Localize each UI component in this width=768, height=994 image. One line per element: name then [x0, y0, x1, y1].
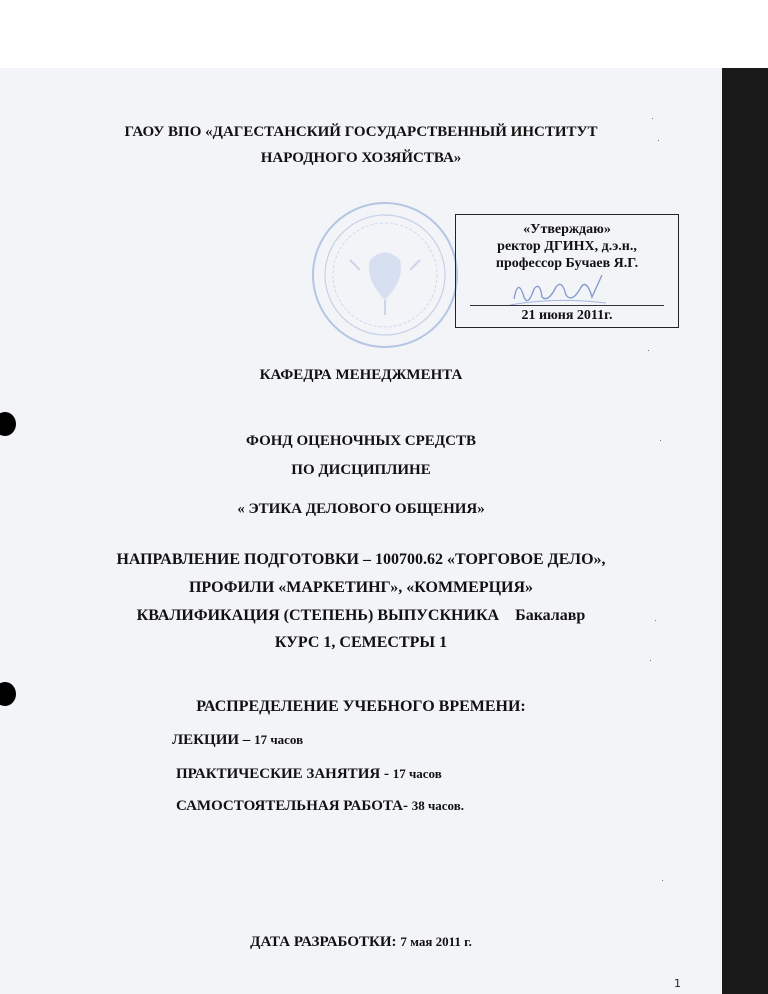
development-date-value: 7 мая 2011 г. — [400, 934, 472, 949]
development-date-label: ДАТА РАЗРАБОТКИ: — [250, 934, 397, 950]
lectures-row — [172, 731, 303, 749]
header-line-2: НАРОДНОГО ХОЗЯЙСТВА» — [260, 150, 462, 166]
qualification-label: КВАЛИФИКАЦИЯ (СТЕПЕНЬ) ВЫПУСКНИКА — [136, 607, 500, 624]
title-line-2: ПО ДИСЦИПЛИНЕ — [291, 462, 431, 478]
discipline-name: « ЭТИКА ДЕЛОВОГО ОБЩЕНИЯ» — [237, 501, 485, 517]
qualification-value: Бакалавр — [515, 607, 586, 624]
time-distribution-heading: РАСПРЕДЕЛЕНИЕ УЧЕБНОГО ВРЕМЕНИ: — [196, 698, 526, 715]
scan-speck — [662, 880, 663, 881]
official-seal-stamp — [310, 200, 460, 350]
approval-box — [455, 214, 679, 328]
scan-speck — [650, 660, 651, 661]
qualification — [0, 607, 722, 625]
lectures-label: ЛЕКЦИИ – — [172, 732, 251, 748]
scan-edge — [722, 68, 768, 994]
title-line-1: ФОНД ОЦЕНОЧНЫХ СРЕДСТВ — [246, 433, 476, 449]
scan-speck — [648, 350, 649, 351]
practice-label: ПРАКТИЧЕСКИЕ ЗАНЯТИЯ - — [176, 766, 389, 782]
program-profiles: ПРОФИЛИ «МАРКЕТИНГ», «КОММЕРЦИЯ» — [188, 579, 534, 596]
lectures-hours: 17 часов — [254, 732, 304, 747]
selfwork-label: САМОСТОЯТЕЛЬНАЯ РАБОТА- — [176, 798, 408, 814]
approval-line-3: профессор Бучаев Я.Г. — [495, 256, 639, 271]
page-number: 1 — [674, 977, 681, 990]
program-direction: НАПРАВЛЕНИЕ ПОДГОТОВКИ – 100700.62 «ТОРГОВОЕ ДЕЛО», — [116, 551, 606, 568]
scan-speck — [652, 118, 653, 119]
practice-row — [176, 765, 442, 783]
approval-line-1: «Утверждаю» — [523, 222, 611, 237]
scan-speck — [660, 440, 661, 441]
department-name: КАФЕДРА МЕНЕДЖМЕНТА — [259, 367, 463, 383]
development-date — [0, 933, 722, 951]
approval-date: 21 июня 2011г. — [521, 308, 613, 323]
scan-speck — [655, 620, 656, 621]
selfwork-row — [176, 797, 464, 815]
header-line-1: ГАОУ ВПО «ДАГЕСТАНСКИЙ ГОСУДАРСТВЕННЫЙ ИНСТИТУТ — [124, 124, 598, 140]
signature-line — [470, 305, 664, 306]
course-semester: КУРС 1, СЕМЕСТРЫ 1 — [274, 634, 448, 651]
scan-speck — [658, 140, 659, 141]
practice-hours: 17 часов — [392, 766, 442, 781]
approval-line-2: ректор ДГИНХ, д.э.н., — [497, 239, 637, 254]
selfwork-hours: 38 часов. — [411, 798, 465, 813]
